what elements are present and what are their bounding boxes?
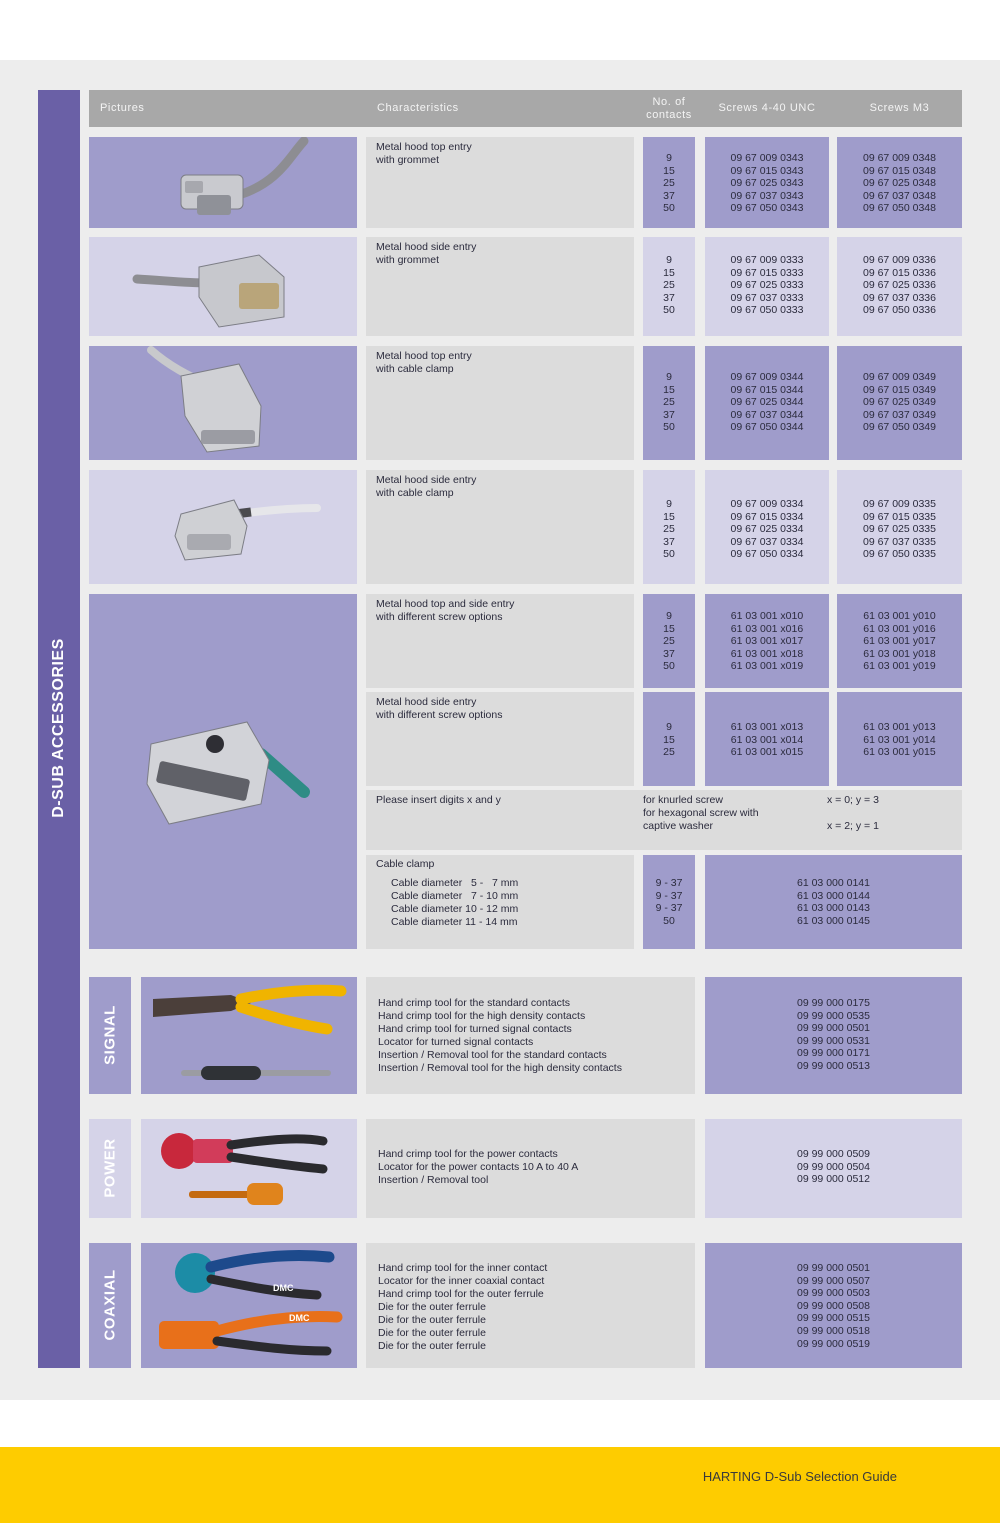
hood-contacts: 9 15 25 37 50 xyxy=(643,346,695,460)
power-crimp-tool-image xyxy=(141,1119,357,1218)
cable-clamp-parts: 61 03 000 0141 61 03 000 0144 61 03 000 0143 61 03 000 0145 xyxy=(705,855,962,949)
hood-contacts: 9 15 25 37 50 xyxy=(643,137,695,228)
footer-title: HARTING D-Sub Selection Guide xyxy=(702,1469,897,1484)
tool-group-label: POWER xyxy=(101,1138,119,1198)
hood-description: Metal hood top entry with cable clamp xyxy=(366,346,634,460)
table-header xyxy=(89,90,962,127)
cable-clamp-title: Cable clamp xyxy=(376,858,435,870)
hood-picture xyxy=(89,137,357,228)
insert-values: x = 0; y = 3 x = 2; y = 1 xyxy=(827,794,879,832)
header-characteristics: Characteristics xyxy=(377,102,459,114)
tool-description: Hand crimp tool for the power contacts Locator for the power contacts 10 A to 40 A Insertion / Removal tool xyxy=(366,1119,695,1218)
hood-screw-options-image xyxy=(89,594,357,949)
tool-description: Hand crimp tool for the inner contact Locator for the inner coaxial contact Hand crimp tool for the outer ferrule Die for the outer ferrule Die for the outer ferrule Die for the outer ferrule Die for the outer ferrule xyxy=(366,1243,695,1368)
hood-part-unc: 09 67 009 0343 09 67 015 0343 09 67 025 0343 09 67 037 0343 09 67 050 0343 xyxy=(705,137,829,228)
hood-side-entry-grommet-image xyxy=(89,237,357,336)
hood-contacts: 9 15 25 37 50 xyxy=(643,237,695,336)
header-contacts: No. of contacts xyxy=(646,96,692,121)
tool-group-label: COAXIAL xyxy=(101,1269,119,1341)
tool-group-label: SIGNAL xyxy=(101,1005,119,1065)
hood-description: Metal hood top entry with grommet xyxy=(366,137,634,228)
hood-contacts: 9 15 25 37 50 xyxy=(643,470,695,584)
hood-part-m3: 61 03 001 y013 61 03 001 y014 61 03 001 y015 xyxy=(837,692,962,786)
hood-part-m3: 09 67 009 0335 09 67 015 0335 09 67 025 0335 09 67 037 0335 09 67 050 0335 xyxy=(837,470,962,584)
tool-picture xyxy=(141,1119,357,1218)
hood-part-m3: 61 03 001 y010 61 03 001 y016 61 03 001 y017 61 03 001 y018 61 03 001 y019 xyxy=(837,594,962,688)
sidebar-title: D-SUB ACCESSORIES xyxy=(50,638,67,818)
header-screws-unc: Screws 4-40 UNC xyxy=(718,102,816,114)
hood-description: Metal hood side entry with different screw options xyxy=(366,692,634,786)
tool-picture xyxy=(141,977,357,1094)
crimp-tool-image xyxy=(141,977,357,1094)
tool-brand: DMC xyxy=(273,1283,294,1293)
insert-label: Please insert digits x and y xyxy=(376,794,501,806)
hood-description: Metal hood top and side entry with different screw options xyxy=(366,594,634,688)
tool-parts: 09 99 000 0509 09 99 000 0504 09 99 000 0512 xyxy=(705,1119,962,1218)
hood-side-entry-cable-clamp-image xyxy=(89,470,357,584)
hood-top-entry-cable-clamp-image xyxy=(89,346,357,460)
header-pictures: Pictures xyxy=(100,102,145,114)
hood-contacts: 9 15 25 37 50 xyxy=(643,594,695,688)
tool-brand: DMC xyxy=(289,1313,310,1323)
coaxial-crimp-tool-image xyxy=(141,1243,357,1368)
hood-part-m3: 09 67 009 0348 09 67 015 0348 09 67 025 0348 09 67 037 0348 09 67 050 0348 xyxy=(837,137,962,228)
footer-bar xyxy=(0,1447,1000,1523)
hood-top-entry-grommet-image xyxy=(89,137,357,228)
hood-description: Metal hood side entry with cable clamp xyxy=(366,470,634,584)
hood-part-m3: 09 67 009 0349 09 67 015 0349 09 67 025 0349 09 67 037 0349 09 67 050 0349 xyxy=(837,346,962,460)
hood-part-unc: 61 03 001 x010 61 03 001 x016 61 03 001 x017 61 03 001 x018 61 03 001 x019 xyxy=(705,594,829,688)
hood-part-unc: 61 03 001 x013 61 03 001 x014 61 03 001 x015 xyxy=(705,692,829,786)
hood-picture xyxy=(89,346,357,460)
hood-picture xyxy=(89,594,357,949)
tool-parts: 09 99 000 0501 09 99 000 0507 09 99 000 0503 09 99 000 0508 09 99 000 0515 09 99 000 0518 09 99 000 0519 xyxy=(705,1243,962,1368)
hood-part-m3: 09 67 009 0336 09 67 015 0336 09 67 025 0336 09 67 037 0336 09 67 050 0336 xyxy=(837,237,962,336)
hood-contacts: 9 15 25 xyxy=(643,692,695,786)
hood-picture xyxy=(89,237,357,336)
hood-picture xyxy=(89,470,357,584)
header-screws-m3: Screws M3 xyxy=(869,102,930,114)
tool-description: Hand crimp tool for the standard contacts Hand crimp tool for the high density contacts Hand crimp tool for turned signal contacts Locator for turned signal contacts Insertion / Removal tool for the standard contacts Insertion / Removal tool for the high density contacts xyxy=(366,977,695,1094)
hood-description: Metal hood side entry with grommet xyxy=(366,237,634,336)
insert-options: for knurled screw for hexagonal screw with captive washer xyxy=(643,794,759,832)
hood-part-unc: 09 67 009 0333 09 67 015 0333 09 67 025 0333 09 67 037 0333 09 67 050 0333 xyxy=(705,237,829,336)
hood-part-unc: 09 67 009 0344 09 67 015 0344 09 67 025 0344 09 67 037 0344 09 67 050 0344 xyxy=(705,346,829,460)
tool-picture xyxy=(141,1243,357,1368)
hood-part-unc: 09 67 009 0334 09 67 015 0334 09 67 025 0334 09 67 037 0334 09 67 050 0334 xyxy=(705,470,829,584)
cable-clamp-contacts: 9 - 37 9 - 37 9 - 37 50 xyxy=(643,855,695,949)
cable-clamp-diameters: Cable diameter 5 - 7 mm Cable diameter 7 - 10 mm Cable diameter 10 - 12 mm Cable diameter 11 - 14 mm xyxy=(391,877,519,928)
tool-parts: 09 99 000 0175 09 99 000 0535 09 99 000 0501 09 99 000 0531 09 99 000 0171 09 99 000 0513 xyxy=(705,977,962,1094)
